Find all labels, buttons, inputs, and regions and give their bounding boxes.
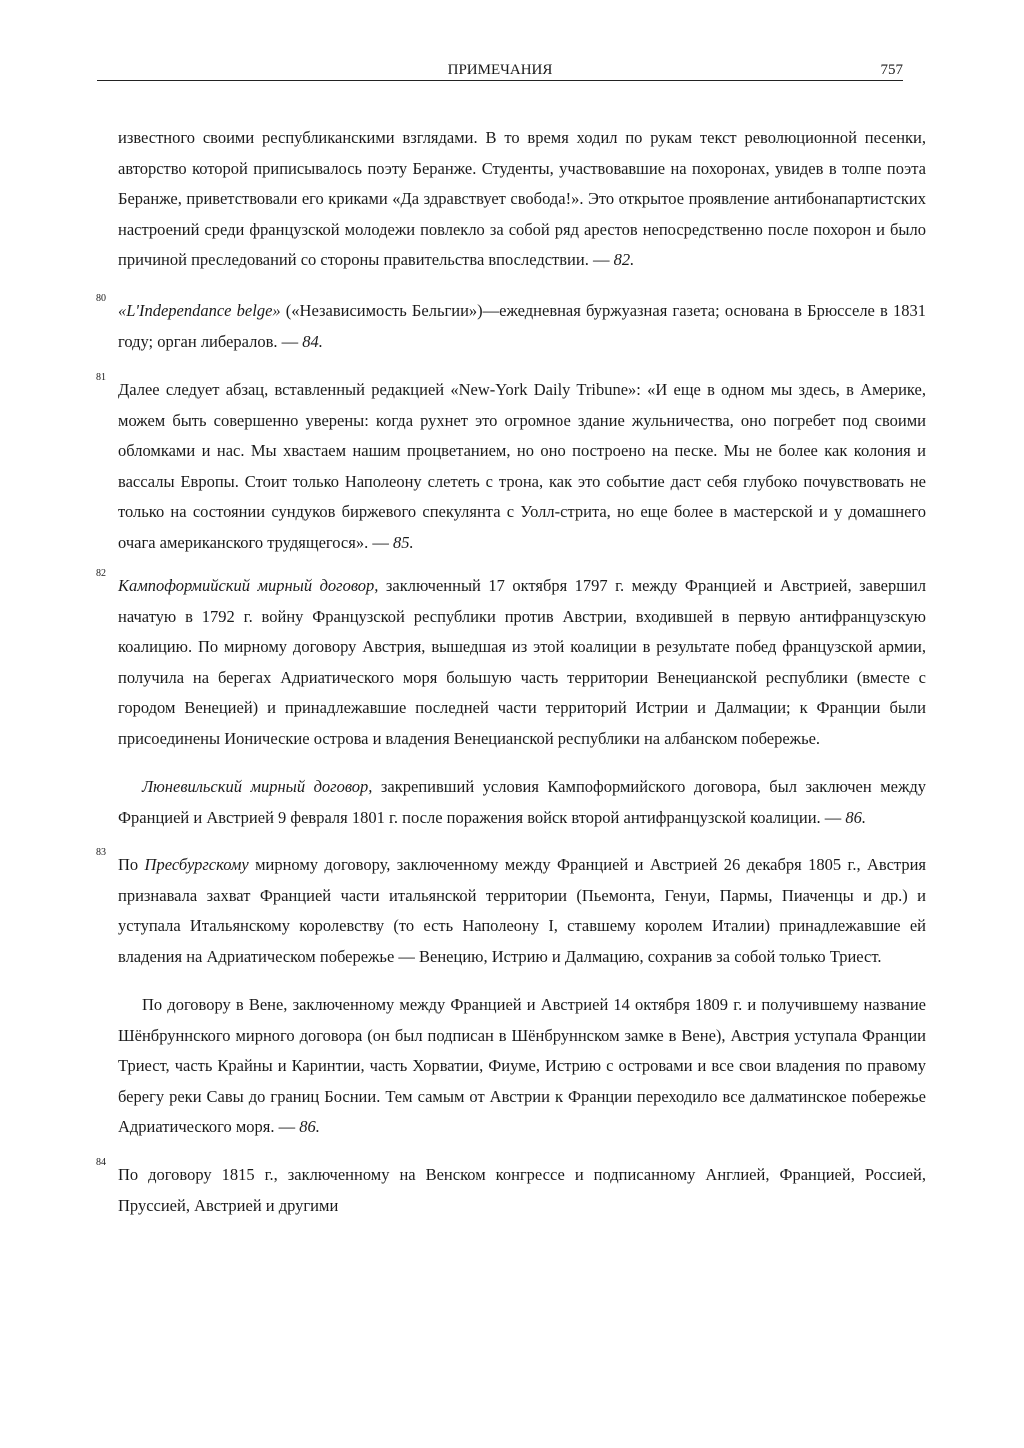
page-reference: 86. <box>299 1117 320 1136</box>
note-80 <box>96 293 926 357</box>
note-84 <box>96 1157 926 1221</box>
page-reference: 86. <box>845 807 867 827</box>
note-text: Далее следует абзац, вставленный редакцией «New-York Daily Tribune»: «И еще в одном мы здесь, в Америке, можем быть совершенно уверены: когда рухнет это огромное здание жульничества, оно погребет под своими обломками и нас. Мы хвастаем нашим процветанием, но оно построено на песке. Мы не более как колония и вассалы Европы. Стоит только Наполеону слететь с трона, как это событие даст себя глубоко почувствовать не только на состоянии сундуков биржевого спекулянта с Уолл-стрита, но еще более в мастерской и у домашнего очага американского трудящегося». — <box>118 380 926 552</box>
note-text: заключенный 17 октября 1797 г. между Францией и Австрией, завершил начатую в 1792 г. войну Французской республики против Австрии, входившей в первую антифранцузскую коалицию. По мирному договору Австрия, вышедшая из этой коалиции в результате побед французской армии, получила на берегах Адриатического моря большую часть территории Венецианской республики (вместе с городом Венецией) и принадлежавшие последней части территорий Истрии и Далмации; к Франции были присоединены Ионические острова и владения Венецианской республики на албанском побережье. <box>118 576 926 748</box>
note-82 <box>96 568 926 754</box>
treaty-name: Кампоформийский мирный договор, <box>118 576 379 595</box>
publication-title: «L'Independance belge» <box>118 301 281 320</box>
treaty-name: Пресбургскому <box>144 855 249 874</box>
running-header <box>97 60 903 81</box>
note-text: мирному договору, заключенному между Францией и Австрией 26 декабря 1805 г., Австрия признавала захват Францией части итальянской территории (Пьемонта, Генуи, Пармы, Пиаченцы и др.) и уступала Итальянскому королевству (то есть Наполеону I, ставшему королем Италии) принадлежавшие ей владения на Адриатическом побережье — Венецию, Истрию и Далмацию, сохранив за собой только Триест. <box>118 855 926 966</box>
page-reference: 85. <box>392 532 414 552</box>
note-text: По <box>118 855 145 874</box>
note-text: По договору 1815 г., заключенному на Венском конгрессе и подписанному Англией, Францией, Россией, Пруссией, Австрией и другими <box>118 1165 926 1215</box>
note-text: («Независимость Бельгии»)—ежедневная буржуазная газета; основана в Брюсселе в 1831 году; орган либералов. — <box>118 301 926 351</box>
note-83 <box>96 847 926 972</box>
note-continuation <box>118 123 926 276</box>
note-number: 82 <box>96 568 106 579</box>
note-81 <box>96 372 926 558</box>
note-83-continued <box>118 990 926 1143</box>
note-text: По договору в Вене, заключенному между Францией и Австрией 14 октября 1809 г. и получившему название Шёнбруннского мирного договора (он был подписан в Шёнбруннском замке в Вене), Австрия уступала Франции Триест, часть Крайны и Каринтии, часть Хорватии, Фиуме, Истрию с островами и все свои владения по правому берегу реки Савы до границ Боснии. Тем самым от Австрии к Франции переходило все далматинское побережье Адриатического моря. — <box>118 995 926 1136</box>
page-number: 757 <box>880 62 903 78</box>
note-text: известного своими республиканскими взглядами. В то время ходил по рукам текст революционной песенки, авторство которой приписывалось поэту Беранже. Студенты, участвовавшие на похоронах, увидев в толпе поэта Беранже, приветствовали его криками «Да здравствует свобода!». Это открытое проявление антибонапартистских настроений среди французской молодежи повлекло за собой ряд арестов непосредственно после похорон и было причиной преследований со стороны правительства впоследствии. — <box>118 128 926 269</box>
note-number: 81 <box>96 372 106 383</box>
page-reference: 84. <box>302 331 323 351</box>
running-header-title: ПРИМЕЧАНИЯ <box>447 62 553 78</box>
note-text: закрепивший условия Кампоформийского договора, был заключен между Францией и Австрией 9 февраля 1801 г. после поражения войск второй антифранцузской коалиции. — <box>118 777 926 827</box>
note-number: 83 <box>96 847 106 858</box>
page-reference: 82. <box>613 250 635 269</box>
note-number: 80 <box>96 293 106 304</box>
treaty-name: Люневильский мирный договор, <box>142 777 373 796</box>
note-82-continued <box>118 772 926 833</box>
note-number: 84 <box>96 1157 106 1168</box>
